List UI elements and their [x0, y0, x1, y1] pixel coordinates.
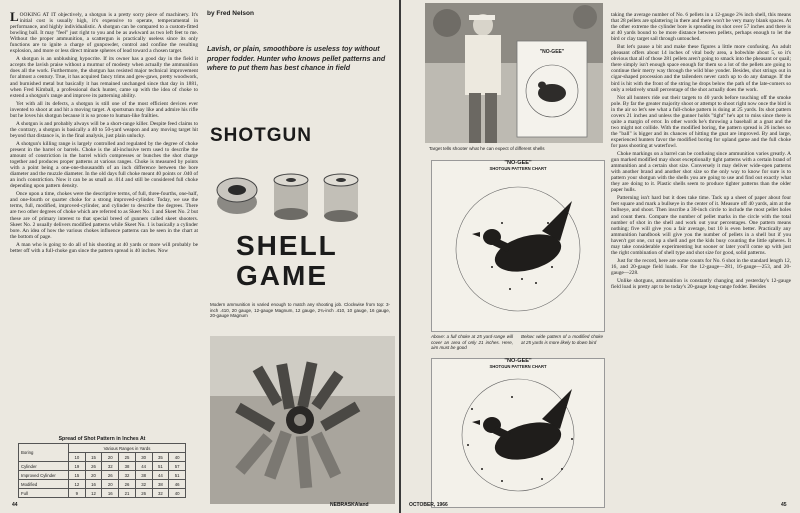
table-cell: 32	[102, 462, 119, 471]
page-number-left: 44	[12, 502, 18, 508]
table-cell: 12	[85, 489, 102, 498]
range-header-cell: 20	[102, 453, 119, 462]
table-cell: 32	[152, 489, 169, 498]
article-paragraph: A man who is going to do all of his shooting at 40 yards or more will probably be better off with a full-choke gun since the pattern spread is 40 inches. Now	[10, 241, 198, 254]
table-row	[19, 489, 186, 498]
table-cell: 9	[69, 489, 86, 498]
article-deck: Lavish, or plain, smoothbore is useless toy without proper fodder. Hunter who knows pellet patterns and where to put them has best chance in field	[207, 45, 386, 73]
table-cell: 12	[69, 480, 86, 489]
card-header	[432, 359, 604, 369]
range-header-cell: 35	[152, 453, 169, 462]
shot-spools-photo	[212, 158, 380, 228]
table-cell: 44	[135, 462, 152, 471]
article-paragraph: But let's pause a bit and make these figures a little more confusing. An adult pheasant offers about 14 inches of vital body area, a bobwhite about 5, so it's obvious that all of those 281 pellets aren't going to smack into the pheasant or quail; there simply isn't enough space enough for them so a lot of the pellets are going to continue their merry way through the wild blue yonder. Besides, shot strings out in cigar-shaped procession and the tailenders never catch up to do any damage. If the bird is hit with the front of the string he drops below the path of the late-comers so only a relatively small percentage of the shot actually does the work.	[611, 44, 791, 93]
table-cell: 32	[119, 471, 136, 480]
article-paragraph: Patterning isn't hard but it does take time. Tack up a sheet of paper about four feet square and mark a bullseye in the center of it. Measure off 40 yards, aim at the bullseye, and shoot. Then inscribe a 30-inch circle to include the most pellet holes and count them. Compare the number of pellet marks in the circle with the total number of shot in the shell and work out your percentages. One pattern means nothing; five will give you a fair average, but 10 is even better. Practically any ammunition handbook will give you the number of pellets in a shell but if you haven't got one, cut up a shell and get the kids busy counting the little spheres. It may take considerable experimenting but sooner or later you'll come up with just the right combination of shell type and shot size for good, solid patterns.	[611, 195, 791, 256]
pattern-spread-table	[18, 443, 186, 498]
right-article-column	[611, 12, 791, 492]
shooter-target-photo	[425, 3, 603, 143]
table-cell: 38	[135, 471, 152, 480]
range-header-cell: 30	[135, 453, 152, 462]
table-row-label: Full	[19, 489, 69, 498]
card-title: SHOTGUN PATTERN CHART	[489, 364, 547, 369]
pattern-chart-card-full	[431, 160, 605, 332]
issue-date: OCTOBER, 1966	[409, 502, 448, 508]
table-cell: 46	[169, 480, 186, 489]
range-header-cell: 25	[119, 453, 136, 462]
table-row	[19, 462, 186, 471]
right-page	[401, 0, 800, 513]
shotgun-shells-photo	[210, 336, 395, 504]
table-header-cell: Various Ranges in Yards	[69, 444, 186, 453]
table-cell: 26	[119, 480, 136, 489]
top-photo-caption: Target tells shooter what he can expect of different shells	[429, 146, 545, 151]
range-header-cell: 40	[169, 453, 186, 462]
article-paragraph: Once upon a time, chokes were the descriptive terms, of full, three-fourths, one-half, and one-fourth or quarter choke for a strong improved-cylinder. Today, we use the terms, full, modified, improved-cylinder, and cylinder to describe the degrees. There are two other degrees of choke which are referred to as Skeet No. 1 and Skeet No. 2 but these are of primary interest to that special breed of gunners called skeet shooters. Skeet No. 2 usually delivers modified patterns while Skeet No. 1 is basically a cylinder bore. An idea of how the various chokes influence patterns can be seen in the chart at the bottom of page.	[10, 191, 198, 240]
article-paragraph: A shotgun is an unblushing hypocrite. If its owner has a good day in the field it accepts the lavish praise without a murmur of modesty when actually the ammunition does all the work. Furthermore, the shotgun has resisted major technical improvement for almost a century. True, it has acquired fancy trims and gew-gaws, pretty woodwork, and burnished metal but basically it has remained unchanged since that day in 1881, when Fred Kimball, a professional duck hunter, came up with the idea of choke to extend a shotgun's range and improve its patterning ability.	[10, 56, 198, 99]
duck-target-modified-choke	[432, 369, 602, 499]
left-article-column	[10, 9, 198, 432]
range-header-cell: 10	[69, 453, 86, 462]
table-cell: 16	[85, 480, 102, 489]
table-cell: 44	[152, 471, 169, 480]
article-paragraph: A shotgun is and probably always will be a short-range killer. Despite feed claims to the contrary, a shotgun is basically a 40 to 50-yard weapon and any moving target hit beyond that distance is, in the final analysis, just plain unlucky.	[10, 120, 198, 139]
photo-caption: Modern ammunition is varied enough to match any shooting job. Clockwise from top: 3-inch .410, 20 gauge, 12-gauge Magnum, 12 gauge, 2¾-inch .410, 10 gauge, 16 gauge, 20-gauge Magnum	[210, 302, 390, 318]
table-cell: 16	[102, 489, 119, 498]
duck-target-full-choke	[432, 171, 602, 321]
table-cell: 26	[135, 489, 152, 498]
article-paragraph: Just for the record, here are some counts for No. 6 shot in the standard length 12, 16, and 20-gauge field loads. For the 12-gauge—281, 16-gauge—253, and 20-gauge—228.	[611, 257, 791, 276]
table-cell: 32	[135, 480, 152, 489]
table-cell: 20	[85, 471, 102, 480]
table-cell: 15	[69, 471, 86, 480]
pattern-table-title: Spread of Shot Pattern in Inches At	[58, 436, 146, 442]
magazine-name: NEBRASKAland	[330, 502, 369, 508]
card-title: SHOTGUN PATTERN CHART	[489, 166, 547, 171]
card-brand: "NO-GEE"	[504, 358, 532, 364]
caption-full-choke: Above: a full choke at 25 yard-range will cover an area of only 21 inches. Here, aim must be good	[431, 334, 513, 350]
card-brand: "NO-GEE"	[504, 160, 532, 166]
drop-cap: L	[10, 9, 19, 24]
table-cell: 51	[152, 462, 169, 471]
pattern-chart-card-modified	[431, 358, 605, 508]
byline: by Fred Nelson	[207, 10, 254, 17]
article-paragraph: Yet with all its defects, a shotgun is still one of the most efficient devices ever invented to shoot at and hit a moving target. A sportsman may like and admire his rifle but he loves his shotgun because it is so prone to human-like frailties.	[10, 100, 198, 119]
article-title-bottom: SHELL GAME	[236, 230, 338, 291]
table-cell: 40	[169, 489, 186, 498]
table-row-label: Cylinder	[19, 462, 69, 471]
article-title-top: SHOTGUN	[210, 125, 312, 146]
table-row-label: Modified	[19, 480, 69, 489]
left-page	[0, 0, 399, 513]
caption-modified-choke: Below: wide pattern of a modified choke at 25 yards is more likely to down bird	[521, 334, 603, 345]
page-number-right: 45	[781, 502, 787, 508]
table-cell: 26	[85, 462, 102, 471]
table-cell: 20	[102, 480, 119, 489]
table-row-label: Improved Cylinder	[19, 471, 69, 480]
table-cell: 19	[69, 462, 86, 471]
article-paragraph: Unlike shotguns, ammunition is constantly changing and yesterday's 12-gauge field load is pretty apt to be today's 20-gauge long-range fodder. Besides	[611, 277, 791, 291]
table-cell: 21	[119, 489, 136, 498]
target-card-label: "NO-GEE"	[539, 49, 565, 55]
card-header	[432, 161, 604, 171]
table-cell: 51	[169, 471, 186, 480]
table-cell: 38	[152, 480, 169, 489]
article-paragraph: Choke markings on a barrel can be confusing since ammunition varies greatly. A gun marked modified may shoot exceptionally tight patterns with a certain brand of ammunition and a certain shot size. Conversely it may deliver wide-open patterns with another brand and another shot size so the only way to know for sure is to pattern your shotgun with the shells you are going to use and find out exactly what they are doing to it. Plastic shells seem to produce tighter patterns than the older paper hulls.	[611, 151, 791, 194]
table-cell: 38	[119, 462, 136, 471]
article-paragraph: Not all hunters ride out their targets to 40 yards before touching off the smoke pole. By far the greater majority shoot or attempt to shoot right now once the bird is in the air so let's see what a full-choke pattern is doing at 25 yards. Its shot pattern covers 21 inches and unless the gunner holds "tight" he's apt to miss since there is quite a margin of error. In other words he's throwing a baseball at a gnat and the two might not collide. With the modified boring, the pattern spread is 26 inches so the "ball" is bigger and its chances of hitting the gnat are improved. By and large, experienced hunters favor the modified boring for upland game and the full choke for pass shooting at waterfowl.	[611, 94, 791, 149]
table-cell: 57	[169, 462, 186, 471]
table-row	[19, 471, 186, 480]
article-paragraph: taking the average number of No. 6 pellets in a 12-gauge 2¾ inch shell, this means that 28 pellets are splattering in there and there won't be very many blank spaces. At the other extreme the cylinder bore is spreading its shot over 57 inches and there is at 40 yards bound to be more distance between pellets, perhaps enough to let the bird or clay target sail through untouched.	[611, 12, 791, 43]
table-header-row	[19, 444, 186, 453]
article-paragraph: LOOKING AT IT objectively, a shotgun is a pretty sorry piece of machinery. It's initial cost is usually high, it's expensive to operate, temperamental in performance, and highly individualistic. A shotgun can be compared to a custom-fitted bowling ball. It may "feel" just right to you and be as awkward as two left feet to me. Without the proper ammunition, a scattergun is practically useless since its only functions are to ignite a charge of gunpowder, control and confine the resulting explosion, and more or less direct minute spheres of lead toward a chosen target.	[10, 9, 198, 55]
table-header-cell: Boring	[19, 444, 69, 462]
table-cell: 26	[102, 471, 119, 480]
range-header-cell: 15	[85, 453, 102, 462]
table-row	[19, 480, 186, 489]
article-paragraph: A shotgun's killing range is largely controlled and regulated by the degree of choke present in the barrel or barrels. Choke is the all-inclusive term used to describe the amount of constriction in the barrel which compresses or bunches the shot charge together and produces proper patterns at various ranges. Choke is measured by points with a point being a one-one-thousandth of an inch difference between the bore diameter and the muzzle diameter. In the old days full choke meant 40 points or .040 of an inch constriction. Now it can be as small as .014 and still be considered full choke depending upon pattern density.	[10, 140, 198, 190]
